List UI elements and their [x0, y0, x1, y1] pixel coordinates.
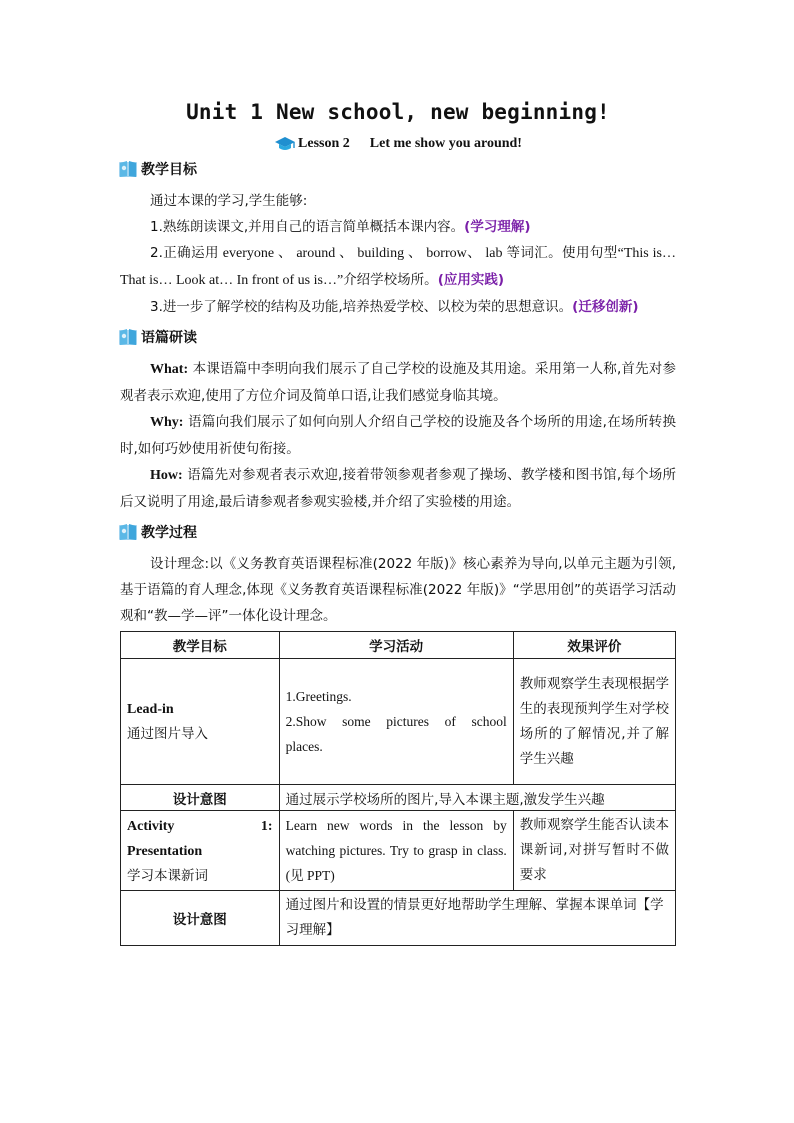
- cell-goal: Lead-in 通过图片导入: [121, 659, 280, 785]
- lesson-heading: [120, 136, 676, 152]
- objective-1: 1.熟练朗读课文,并用自己的语言简单概括本课内容。(学习理解): [150, 219, 531, 235]
- analysis-why: Why: 语篇向我们展示了如何向别人介绍自己学校的设施及各个场所的用途,在场所转换时,如何巧妙使用祈使句衔接。: [120, 414, 677, 457]
- cell-evaluation: 教师观察学生表现根据学生的表现预判学生对学校场所的了解情况,并了解学生兴趣: [513, 659, 675, 785]
- cell-intent-text: 通过图片和设置的情景更好地帮助学生理解、掌握本课单词【学习理解】: [279, 891, 675, 946]
- analysis-how: How: 语篇先对参观者表示欢迎,接着带领参观者参观了操场、教学楼和图书馆,每个场所后又说明了用途,最后请参观者参观实验楼,并介绍了实验楼的用途。: [120, 467, 676, 510]
- section-heading-objectives: 教学目标: [117, 158, 676, 180]
- table-header: 教学目标: [121, 632, 280, 659]
- lesson-title: Let me show you around!: [369, 136, 522, 151]
- objective-3: 3.进一步了解学校的结构及功能,培养热爱学校、以校为荣的思想意识。(迁移创新): [150, 299, 639, 315]
- cell-intent-label: 设计意图: [121, 891, 280, 946]
- lesson-number: Lesson 2: [298, 136, 350, 151]
- table-row: [121, 659, 676, 785]
- analysis-what: What: 本课语篇中李明向我们展示了自己学校的设施及其用途。采用第一人称,首先对参观者表示欢迎,使用了方位介词及简单口语,让我们感觉身临其境。: [120, 361, 676, 404]
- cell-intent-text: 通过展示学校场所的图片,导入本课主题,激发学生兴趣: [279, 785, 675, 811]
- cell-evaluation: 教师观察学生能否认读本课新词,对拼写暂时不做要求: [513, 811, 675, 891]
- cell-intent-label: 设计意图: [121, 785, 280, 811]
- objectives-intro: 通过本课的学习,学生能够:: [150, 193, 308, 209]
- book-icon: [117, 522, 139, 542]
- book-icon: [117, 159, 139, 179]
- unit-title: Unit 1 New school, new beginning!: [186, 100, 610, 124]
- book-icon: [117, 327, 139, 347]
- table-header: 学习活动: [279, 632, 513, 659]
- objective-2: 2.正确运用 everyone 、 around 、 building 、 borrow、 lab 等词汇。使用句型“This is…That is… Look at… In front of us is…”介绍学校场所。(应用实践): [120, 245, 676, 288]
- table-header: 效果评价: [513, 632, 675, 659]
- section-heading-process: 教学过程: [117, 521, 676, 543]
- table-row-intent: [121, 891, 676, 946]
- lesson-plan-table: [120, 631, 676, 946]
- graduation-cap-icon: [274, 136, 296, 152]
- table-row: [121, 811, 676, 891]
- table-row-intent: [121, 785, 676, 811]
- section-heading-analysis: 语篇研读: [117, 326, 676, 348]
- table-header-row: [121, 632, 676, 659]
- cell-activity: 1.Greetings. 2.Show some pictures of school places.: [279, 659, 513, 785]
- document-page: [120, 100, 676, 946]
- process-design-concept: 设计理念:以《义务教育英语课程标准(2022 年版)》核心素养为导向,以单元主题为引领,基于语篇的育人理念,体现《义务教育英语课程标准(2022 年版)》“学思用创”的英语学习活动观和“教—学—评”一体化设计理念。: [120, 556, 676, 624]
- cell-goal: Activity 1: Presentation 学习本课新词: [121, 811, 280, 891]
- cell-activity: Learn new words in the lesson by watching pictures. Try to grasp in class.(见 PPT): [279, 811, 513, 891]
